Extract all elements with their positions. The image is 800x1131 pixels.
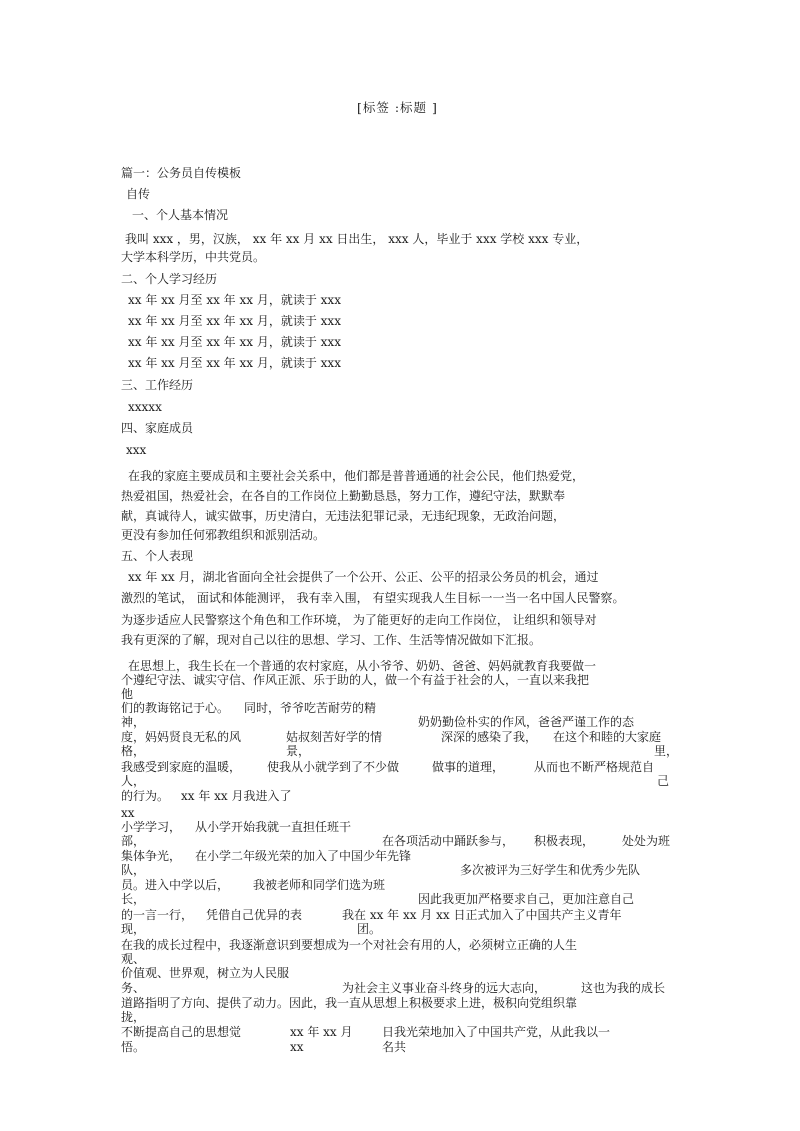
section-heading: 三、工作经历 — [121, 378, 194, 392]
text-line: 我感受到家庭的温暖， — [121, 760, 242, 774]
text-line: 度，妈妈贤良无私的风 — [121, 730, 242, 744]
text-line: 在思想上，我生长在一个普通的农村家庭，从小爷爷、奶奶、爸爸、妈妈就教育我要做一 — [128, 659, 597, 673]
text-line: 积极表现， — [534, 834, 595, 848]
text-line: xx 年 xx 月我进入了 — [181, 789, 292, 803]
text-line: 我在 xx 年 xx 月 xx 日正式加入了中国共产主义青年 — [342, 908, 622, 922]
section-heading: 四、家庭成员 — [121, 421, 194, 435]
text-line: 做事的道理， — [432, 760, 505, 774]
text-line: 奶奶勤俭朴实的作风，爸爸严谨工作的态 — [418, 715, 635, 729]
text-line: 在我的家庭主要成员和主要社会关系中，他们都是普普通通的社会公民，他们热爱党， — [128, 469, 585, 483]
text-line: xx 年 xx 月至 xx 年 xx 月，就读于 xxx — [128, 293, 341, 307]
text-line: 观、 — [121, 952, 146, 966]
text-line: 的一言一行， — [121, 908, 194, 922]
text-line: xx 年 xx 月，湖北省面向全社会提供了一个公开、公正、公平的招录公务员的机会，通过 — [128, 570, 599, 584]
text-line: 名共 — [382, 1040, 407, 1054]
text-line: 姑叔刻苦好学的情 — [286, 730, 383, 744]
text-line: 在我的成长过程中，我逐渐意识到要想成为一个对社会有用的人，必须树立正确的人生 — [121, 938, 578, 952]
text-line: 从而也不断严格规范自 — [534, 760, 655, 774]
text-line: 里， — [654, 744, 679, 758]
text-line: 悟。 — [121, 1040, 146, 1054]
text-line: 道路指明了方向、提供了动力。因此，我一直从思想上积极要求上进，极积向党组织靠 — [121, 996, 578, 1010]
text-line: 日我光荣地加入了中国共产党，从此我以一 — [382, 1025, 611, 1039]
text-line: 这也为我的成长 — [581, 981, 666, 995]
section-heading: 五、个人表现 — [121, 549, 194, 563]
text-line: 队， — [121, 863, 146, 877]
text-line: 格， — [121, 744, 146, 758]
section-heading: 二、个人学习经历 — [121, 272, 218, 286]
text-line: 人， — [121, 774, 146, 788]
text-line: 价值观、世界观，树立为人民服 — [121, 966, 290, 980]
text-line: 员。进入中学以后， — [121, 878, 230, 892]
text-line: xx — [290, 1040, 304, 1054]
text-line: 使我从小就学到了不少做 — [267, 760, 400, 774]
text-line: xx 年 xx 月至 xx 年 xx 月，就读于 xxx — [128, 356, 341, 370]
document-title: 篇一：公务员自传模板 — [121, 166, 242, 180]
text-line: 的行为。 — [121, 789, 170, 803]
text-line: 从小学开始我就一直担任班干 — [195, 820, 352, 834]
text-line: 部， — [121, 834, 146, 848]
text-line: 己 — [657, 774, 670, 788]
text-line: 长， — [121, 892, 146, 906]
text-line: 为逐步适应人民警察这个角色和工作环境， 为了能更好的走向工作岗位， 让组织和领导对 — [121, 613, 597, 627]
text-line: xx — [121, 806, 135, 820]
text-line: 在各项活动中踊跃参与， — [382, 834, 515, 848]
text-line: 拢， — [121, 1010, 146, 1024]
text-line: 处处为班 — [622, 834, 671, 848]
text-line: 团。 — [357, 922, 382, 936]
text-line: 大学本科学历，中共党员。 — [121, 250, 266, 264]
text-line: 多次被评为三好学生和优秀少先队 — [460, 863, 641, 877]
page-header: [标签 :标题 ] — [357, 100, 438, 115]
text-line: 为社会主义事业奋斗终身的远大志向， — [342, 981, 547, 995]
text-line: 个遵纪守法、诚实守信、作风正派、乐于助的人，做一个有益于社会的人，一直以来我把 — [121, 673, 590, 687]
section-heading: 一、个人基本情况 — [132, 208, 229, 222]
text-line: 因此我更加严格要求自己，更加注意自己 — [418, 892, 635, 906]
text-line: xx 年 xx 月至 xx 年 xx 月，就读于 xxx — [128, 314, 341, 328]
text-line: 现， — [121, 922, 146, 936]
text-line: 更没有参加任何邪教组织和派别活动。 — [121, 528, 326, 542]
text-line: 不断提高自己的思想觉 — [121, 1025, 242, 1039]
text-line: 小学学习， — [121, 820, 182, 834]
text-line: xxxxx — [128, 400, 162, 414]
text-line: 务、 — [121, 981, 146, 995]
text-line: 凭借自己优异的表 — [206, 908, 303, 922]
text-line: xx 年 xx 月至 xx 年 xx 月，就读于 xxx — [128, 335, 341, 349]
text-line: 他 — [121, 687, 134, 701]
text-line: 在小学二年级光荣的加入了中国少年先锋 — [195, 849, 412, 863]
text-line: 献，真诚待人，诚实做事，历史清白，无违法犯罪记录，无违纪现象，无政治问题， — [121, 509, 566, 523]
text-line: 神， — [121, 715, 146, 729]
text-line: 激烈的笔试， 面试和体能测评， 我有幸入围， 有望实现我人生目标一一当一名中国人民警察。 — [121, 591, 625, 605]
text-line: 我被老师和同学们选为班 — [253, 878, 386, 892]
text-line: 我有更深的了解，现对自己以往的思想、学习、工作、生活等情况做如下汇报。 — [121, 633, 542, 647]
text-line: xxx — [126, 443, 147, 457]
section-title: 自传 — [126, 187, 151, 201]
text-line: 热爱祖国，热爱社会，在各自的工作岗位上勤勤恳恳，努力工作，遵纪守法，默默奉 — [121, 489, 566, 503]
text-line: 在这个和睦的大家庭 — [553, 730, 662, 744]
text-line: 集体争光， — [121, 849, 182, 863]
text-line: 们的教诲铭记于心。 — [121, 701, 230, 715]
text-line: 我叫 xxx ，男，汉族， xx 年 xx 月 xx 日出生， xxx 人，毕业于 xxx 学校 xxx 专业， — [125, 232, 589, 246]
text-line: 深深的感染了我， — [441, 730, 538, 744]
text-line: xx 年 xx 月 — [290, 1025, 353, 1039]
text-line: 同时，爷爷吃苦耐劳的精 — [244, 701, 377, 715]
text-line: 景， — [286, 744, 311, 758]
